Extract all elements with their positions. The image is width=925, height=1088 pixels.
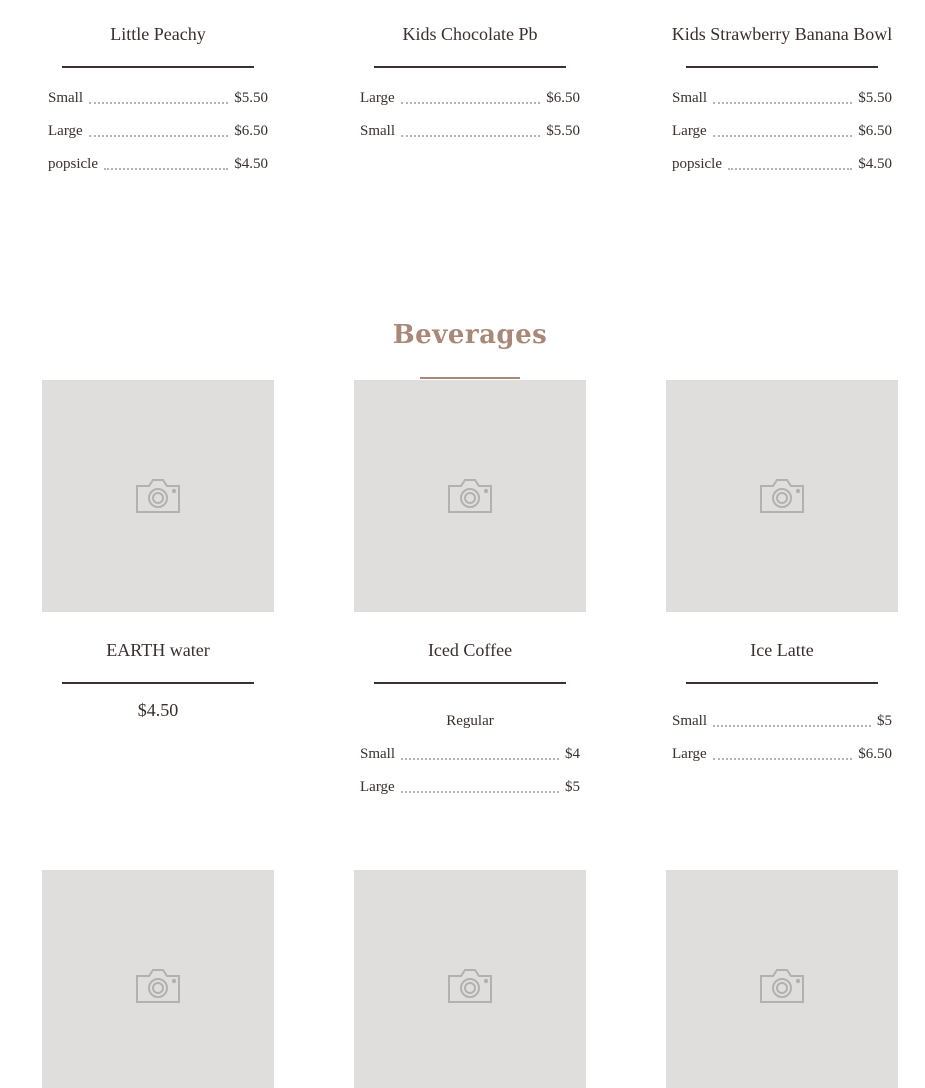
price-value: $4.50 [858, 156, 892, 172]
item-title: Kids Chocolate Pb [402, 24, 538, 44]
camera-icon [445, 966, 495, 1006]
price-row [360, 123, 580, 156]
price-row [360, 90, 580, 123]
menu-item-iced-coffee[interactable] [354, 612, 586, 812]
size-label: Small [360, 123, 396, 139]
size-label: popsicle [672, 156, 722, 172]
section-heading-beverages: Beverages [392, 320, 548, 350]
price-row [48, 123, 268, 156]
menu-item-little-peachy[interactable] [42, 0, 274, 172]
price-value: $6.50 [546, 90, 580, 106]
price-value: $6.50 [858, 123, 892, 139]
dot-leader [728, 168, 852, 170]
size-label: Small [360, 746, 396, 762]
title-divider [62, 682, 254, 684]
price-row [672, 90, 892, 123]
size-label: Large [48, 123, 83, 139]
price-value: $5.50 [546, 123, 580, 139]
price-value: $4 [565, 746, 580, 762]
price-list [360, 90, 580, 156]
camera-icon [445, 476, 495, 516]
item-photo-placeholder[interactable] [666, 380, 898, 612]
dot-leader [401, 135, 540, 137]
price-row [672, 156, 892, 189]
item-photo-placeholder[interactable] [42, 870, 274, 1088]
price-value: $6.50 [858, 746, 892, 762]
price-row [48, 90, 268, 123]
price-value: $5 [565, 779, 580, 795]
item-photo-placeholder[interactable] [666, 870, 898, 1088]
price-row [672, 746, 892, 779]
camera-icon [133, 966, 183, 1006]
dot-leader [104, 168, 228, 170]
size-label: Large [360, 779, 395, 795]
dot-leader [401, 758, 559, 760]
item-photo-placeholder[interactable] [354, 380, 586, 612]
dot-leader [713, 758, 853, 760]
menu-item-kids-chocolate-pb[interactable] [354, 0, 586, 139]
size-label: Large [360, 90, 395, 106]
menu-item-earth-water[interactable] [42, 612, 274, 812]
price-value: $5 [877, 713, 892, 729]
price-value: $4.50 [137, 700, 179, 720]
item-title: Iced Coffee [427, 640, 513, 660]
price-list [360, 746, 580, 812]
price-list [672, 713, 892, 779]
price-row [48, 156, 268, 189]
title-divider [374, 66, 566, 68]
price-value: $6.50 [234, 123, 268, 139]
menu-item-ice-latte[interactable] [666, 612, 898, 812]
menu-item-kids-strawberry-banana-bowl[interactable] [666, 0, 898, 172]
dot-leader [401, 102, 541, 104]
price-row [360, 746, 580, 779]
price-row [360, 779, 580, 812]
dot-leader [713, 725, 871, 727]
price-row [672, 123, 892, 156]
title-divider [686, 682, 878, 684]
dot-leader [401, 791, 559, 793]
size-label: Large [672, 746, 707, 762]
title-divider [686, 66, 878, 68]
item-photo-placeholder[interactable] [354, 870, 586, 1088]
dot-leader [89, 102, 228, 104]
price-list [48, 90, 268, 189]
price-list [672, 90, 892, 189]
item-title: Ice Latte [750, 640, 814, 660]
price-value: $5.50 [858, 90, 892, 106]
variant-label: Regular [446, 713, 494, 729]
item-title: EARTH water [106, 640, 210, 660]
title-divider [374, 682, 566, 684]
size-label: Small [48, 90, 84, 106]
camera-icon [757, 966, 807, 1006]
dot-leader [713, 135, 853, 137]
title-divider [62, 66, 254, 68]
camera-icon [757, 476, 807, 516]
size-label: Large [672, 123, 707, 139]
camera-icon [133, 476, 183, 516]
price-value: $4.50 [234, 156, 268, 172]
size-label: Small [672, 90, 708, 106]
price-value: $5.50 [234, 90, 268, 106]
size-label: Small [672, 713, 708, 729]
item-title: Kids Strawberry Banana Bowl [671, 24, 893, 44]
price-row [672, 713, 892, 746]
size-label: popsicle [48, 156, 98, 172]
item-title: Little Peachy [110, 24, 206, 44]
dot-leader [713, 102, 852, 104]
item-photo-placeholder[interactable] [42, 380, 274, 612]
dot-leader [89, 135, 229, 137]
section-heading-underline [420, 377, 520, 379]
